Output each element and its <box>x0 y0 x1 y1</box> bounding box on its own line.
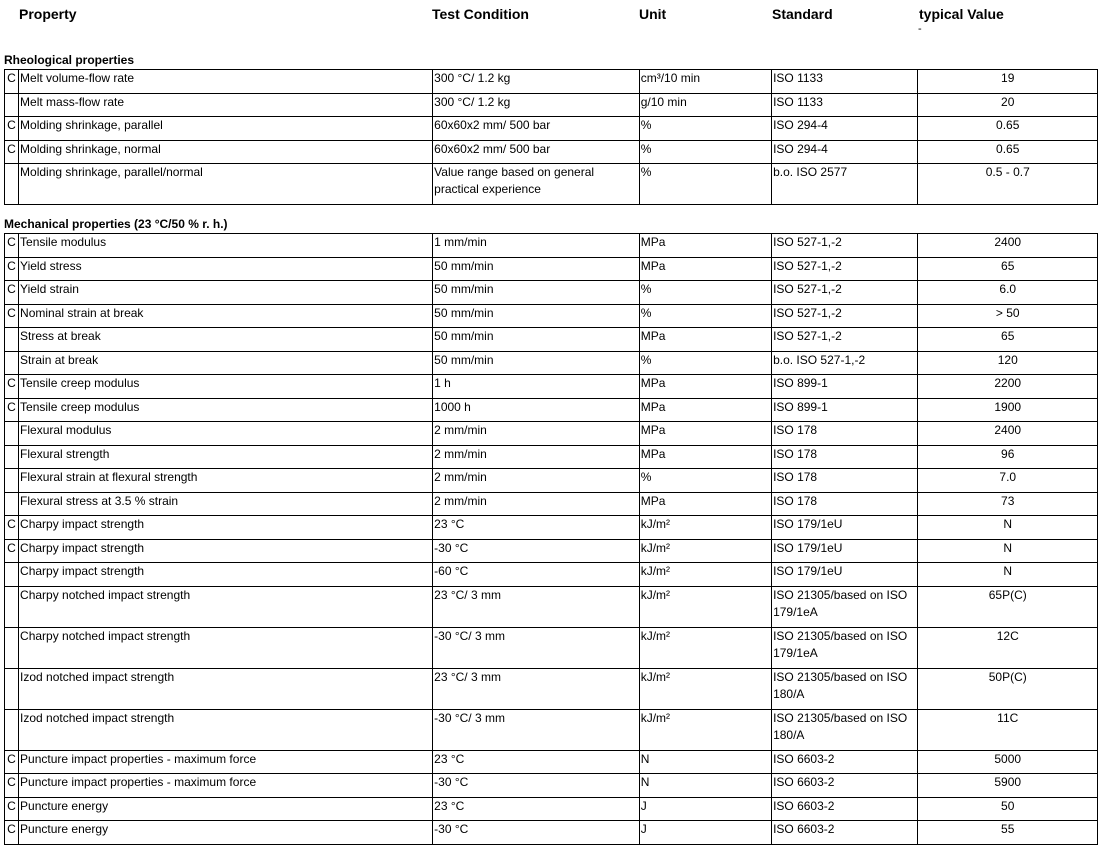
table-row <box>5 422 1098 446</box>
row-typical-value: 120 <box>918 351 1098 375</box>
row-typical-value: 73 <box>918 492 1098 516</box>
row-test-condition: 2 mm/min <box>433 445 640 469</box>
row-flag <box>5 445 19 469</box>
row-unit: MPa <box>639 422 771 446</box>
row-unit: kJ/m² <box>639 539 771 563</box>
row-typical-value: 5000 <box>918 750 1098 774</box>
table-row <box>5 234 1098 258</box>
mechanical-table <box>4 233 1098 845</box>
table-row <box>5 93 1098 117</box>
row-property: Melt mass-flow rate <box>19 93 433 117</box>
row-standard: ISO 527-1,-2 <box>772 304 918 328</box>
row-flag <box>5 422 19 446</box>
row-standard: ISO 294-4 <box>772 140 918 164</box>
row-standard: ISO 527-1,-2 <box>772 281 918 305</box>
table-row <box>5 750 1098 774</box>
row-flag: C <box>5 281 19 305</box>
row-unit: kJ/m² <box>639 516 771 540</box>
header-typical-value-mark: - <box>918 23 922 35</box>
table-row <box>5 797 1098 821</box>
row-property: Molding shrinkage, parallel <box>19 117 433 141</box>
row-unit: MPa <box>639 328 771 352</box>
row-unit: kJ/m² <box>639 668 771 709</box>
row-standard: ISO 1133 <box>772 93 918 117</box>
row-property: Tensile creep modulus <box>19 375 433 399</box>
row-test-condition: 2 mm/min <box>433 492 640 516</box>
row-unit: % <box>639 469 771 493</box>
row-standard: ISO 1133 <box>772 70 918 94</box>
row-standard: ISO 178 <box>772 422 918 446</box>
row-unit: N <box>639 774 771 798</box>
section-title-rheological: Rheological properties <box>4 53 135 67</box>
row-test-condition: 300 °C/ 1.2 kg <box>433 93 640 117</box>
row-standard: ISO 527-1,-2 <box>772 328 918 352</box>
row-typical-value: 0.5 - 0.7 <box>918 164 1098 205</box>
row-typical-value: 5900 <box>918 774 1098 798</box>
row-property: Nominal strain at break <box>19 304 433 328</box>
header-test-condition: Test Condition <box>432 6 529 22</box>
row-property: Tensile modulus <box>19 234 433 258</box>
row-property: Puncture energy <box>19 821 433 845</box>
row-typical-value: 20 <box>918 93 1098 117</box>
table-row <box>5 709 1098 750</box>
row-test-condition: 50 mm/min <box>433 351 640 375</box>
row-test-condition: 50 mm/min <box>433 304 640 328</box>
row-typical-value: 65 <box>918 257 1098 281</box>
row-test-condition: -30 °C <box>433 821 640 845</box>
row-standard: ISO 527-1,-2 <box>772 257 918 281</box>
row-typical-value: 65 <box>918 328 1098 352</box>
row-test-condition: 1 h <box>433 375 640 399</box>
row-test-condition: -30 °C <box>433 774 640 798</box>
row-test-condition: 50 mm/min <box>433 281 640 305</box>
row-standard: ISO 21305/based on ISO 179/1eA <box>772 627 918 668</box>
row-standard: ISO 179/1eU <box>772 516 918 540</box>
table-row <box>5 492 1098 516</box>
table-row <box>5 140 1098 164</box>
row-flag: C <box>5 516 19 540</box>
table-row <box>5 117 1098 141</box>
row-unit: MPa <box>639 445 771 469</box>
row-test-condition: 23 °C <box>433 750 640 774</box>
row-property: Puncture impact properties - maximum force <box>19 750 433 774</box>
row-standard: ISO 21305/based on ISO 179/1eA <box>772 586 918 627</box>
row-test-condition: -30 °C/ 3 mm <box>433 709 640 750</box>
row-typical-value: 19 <box>918 70 1098 94</box>
table-row <box>5 351 1098 375</box>
row-standard: ISO 899-1 <box>772 398 918 422</box>
row-test-condition: -60 °C <box>433 563 640 587</box>
row-standard: ISO 178 <box>772 469 918 493</box>
table-row <box>5 563 1098 587</box>
row-flag: C <box>5 140 19 164</box>
row-unit: MPa <box>639 234 771 258</box>
row-property: Charpy impact strength <box>19 516 433 540</box>
row-property: Charpy impact strength <box>19 563 433 587</box>
row-property: Yield strain <box>19 281 433 305</box>
row-property: Melt volume-flow rate <box>19 70 433 94</box>
row-test-condition: 23 °C <box>433 516 640 540</box>
row-typical-value: N <box>918 563 1098 587</box>
table-row <box>5 821 1098 845</box>
row-unit: % <box>639 117 771 141</box>
row-flag: C <box>5 257 19 281</box>
row-unit: kJ/m² <box>639 709 771 750</box>
table-row <box>5 668 1098 709</box>
row-flag: C <box>5 821 19 845</box>
row-property: Flexural modulus <box>19 422 433 446</box>
row-property: Izod notched impact strength <box>19 709 433 750</box>
row-test-condition: 1000 h <box>433 398 640 422</box>
row-unit: MPa <box>639 398 771 422</box>
row-property: Flexural strength <box>19 445 433 469</box>
row-flag: C <box>5 398 19 422</box>
row-unit: MPa <box>639 375 771 399</box>
row-flag: C <box>5 375 19 399</box>
row-flag <box>5 627 19 668</box>
row-unit: J <box>639 821 771 845</box>
row-property: Charpy notched impact strength <box>19 586 433 627</box>
row-flag <box>5 668 19 709</box>
row-typical-value: 1900 <box>918 398 1098 422</box>
row-flag: C <box>5 304 19 328</box>
row-test-condition: Value range based on general practical experience <box>433 164 640 205</box>
row-typical-value: 50P(C) <box>918 668 1098 709</box>
row-property: Flexural stress at 3.5 % strain <box>19 492 433 516</box>
table-row <box>5 516 1098 540</box>
row-unit: % <box>639 140 771 164</box>
row-test-condition: 50 mm/min <box>433 257 640 281</box>
row-typical-value: 96 <box>918 445 1098 469</box>
table-row <box>5 164 1098 205</box>
row-typical-value: 50 <box>918 797 1098 821</box>
row-flag <box>5 709 19 750</box>
table-row <box>5 281 1098 305</box>
row-flag: C <box>5 117 19 141</box>
row-unit: % <box>639 304 771 328</box>
row-flag: C <box>5 750 19 774</box>
row-flag: C <box>5 539 19 563</box>
row-flag <box>5 93 19 117</box>
row-typical-value: 11C <box>918 709 1098 750</box>
row-typical-value: 2400 <box>918 234 1098 258</box>
row-typical-value: > 50 <box>918 304 1098 328</box>
row-typical-value: 65P(C) <box>918 586 1098 627</box>
section-title-mechanical: Mechanical properties (23 °C/50 % r. h.) <box>4 217 228 231</box>
row-standard: ISO 21305/based on ISO 180/A <box>772 668 918 709</box>
row-unit: % <box>639 164 771 205</box>
row-standard: ISO 6603-2 <box>772 797 918 821</box>
row-flag <box>5 469 19 493</box>
row-standard: ISO 294-4 <box>772 117 918 141</box>
row-typical-value: N <box>918 539 1098 563</box>
row-typical-value: 0.65 <box>918 140 1098 164</box>
row-property: Molding shrinkage, normal <box>19 140 433 164</box>
row-standard: b.o. ISO 2577 <box>772 164 918 205</box>
row-typical-value: 2400 <box>918 422 1098 446</box>
row-test-condition: 23 °C/ 3 mm <box>433 586 640 627</box>
row-unit: kJ/m² <box>639 563 771 587</box>
row-unit: cm³/10 min <box>639 70 771 94</box>
row-test-condition: -30 °C/ 3 mm <box>433 627 640 668</box>
row-unit: N <box>639 750 771 774</box>
row-flag <box>5 351 19 375</box>
row-standard: ISO 527-1,-2 <box>772 234 918 258</box>
table-row <box>5 586 1098 627</box>
row-test-condition: 23 °C <box>433 797 640 821</box>
row-flag: C <box>5 774 19 798</box>
table-row <box>5 445 1098 469</box>
table-row <box>5 469 1098 493</box>
table-row <box>5 70 1098 94</box>
row-property: Strain at break <box>19 351 433 375</box>
row-standard: ISO 6603-2 <box>772 774 918 798</box>
row-flag <box>5 164 19 205</box>
row-test-condition: 1 mm/min <box>433 234 640 258</box>
row-test-condition: 60x60x2 mm/ 500 bar <box>433 140 640 164</box>
row-standard: ISO 179/1eU <box>772 563 918 587</box>
row-test-condition: 23 °C/ 3 mm <box>433 668 640 709</box>
table-row <box>5 257 1098 281</box>
row-unit: MPa <box>639 492 771 516</box>
row-standard: ISO 21305/based on ISO 180/A <box>772 709 918 750</box>
row-typical-value: 0.65 <box>918 117 1098 141</box>
row-unit: kJ/m² <box>639 586 771 627</box>
row-property: Yield stress <box>19 257 433 281</box>
row-property: Puncture energy <box>19 797 433 821</box>
row-test-condition: 300 °C/ 1.2 kg <box>433 70 640 94</box>
row-test-condition: 2 mm/min <box>433 422 640 446</box>
row-unit: MPa <box>639 257 771 281</box>
row-flag: C <box>5 70 19 94</box>
table-row <box>5 539 1098 563</box>
row-standard: ISO 899-1 <box>772 375 918 399</box>
row-property: Charpy notched impact strength <box>19 627 433 668</box>
row-standard: ISO 6603-2 <box>772 750 918 774</box>
row-property: Molding shrinkage, parallel/normal <box>19 164 433 205</box>
table-row <box>5 774 1098 798</box>
row-unit: % <box>639 281 771 305</box>
header-property: Property <box>19 6 77 22</box>
header-standard: Standard <box>772 6 833 22</box>
row-typical-value: 7.0 <box>918 469 1098 493</box>
row-typical-value: 12C <box>918 627 1098 668</box>
row-flag <box>5 586 19 627</box>
row-flag: C <box>5 234 19 258</box>
row-unit: % <box>639 351 771 375</box>
table-row <box>5 328 1098 352</box>
row-property: Tensile creep modulus <box>19 398 433 422</box>
row-property: Puncture impact properties - maximum force <box>19 774 433 798</box>
row-typical-value: N <box>918 516 1098 540</box>
table-row <box>5 398 1098 422</box>
table-row <box>5 627 1098 668</box>
row-standard: ISO 6603-2 <box>772 821 918 845</box>
row-test-condition: 2 mm/min <box>433 469 640 493</box>
rheological-table <box>4 69 1098 205</box>
row-test-condition: 60x60x2 mm/ 500 bar <box>433 117 640 141</box>
row-property: Charpy impact strength <box>19 539 433 563</box>
row-test-condition: 50 mm/min <box>433 328 640 352</box>
row-unit: kJ/m² <box>639 627 771 668</box>
row-flag <box>5 563 19 587</box>
row-flag: C <box>5 797 19 821</box>
row-typical-value: 6.0 <box>918 281 1098 305</box>
row-standard: ISO 178 <box>772 492 918 516</box>
row-property: Izod notched impact strength <box>19 668 433 709</box>
header-typical-value: typical Value <box>919 6 1004 22</box>
row-test-condition: -30 °C <box>433 539 640 563</box>
row-typical-value: 2200 <box>918 375 1098 399</box>
row-standard: b.o. ISO 527-1,-2 <box>772 351 918 375</box>
table-row <box>5 375 1098 399</box>
header-unit: Unit <box>639 6 667 22</box>
row-unit: J <box>639 797 771 821</box>
row-standard: ISO 178 <box>772 445 918 469</box>
row-standard: ISO 179/1eU <box>772 539 918 563</box>
row-flag <box>5 328 19 352</box>
row-property: Flexural strain at flexural strength <box>19 469 433 493</box>
row-unit: g/10 min <box>639 93 771 117</box>
row-typical-value: 55 <box>918 821 1098 845</box>
row-flag <box>5 492 19 516</box>
table-row <box>5 304 1098 328</box>
row-property: Stress at break <box>19 328 433 352</box>
